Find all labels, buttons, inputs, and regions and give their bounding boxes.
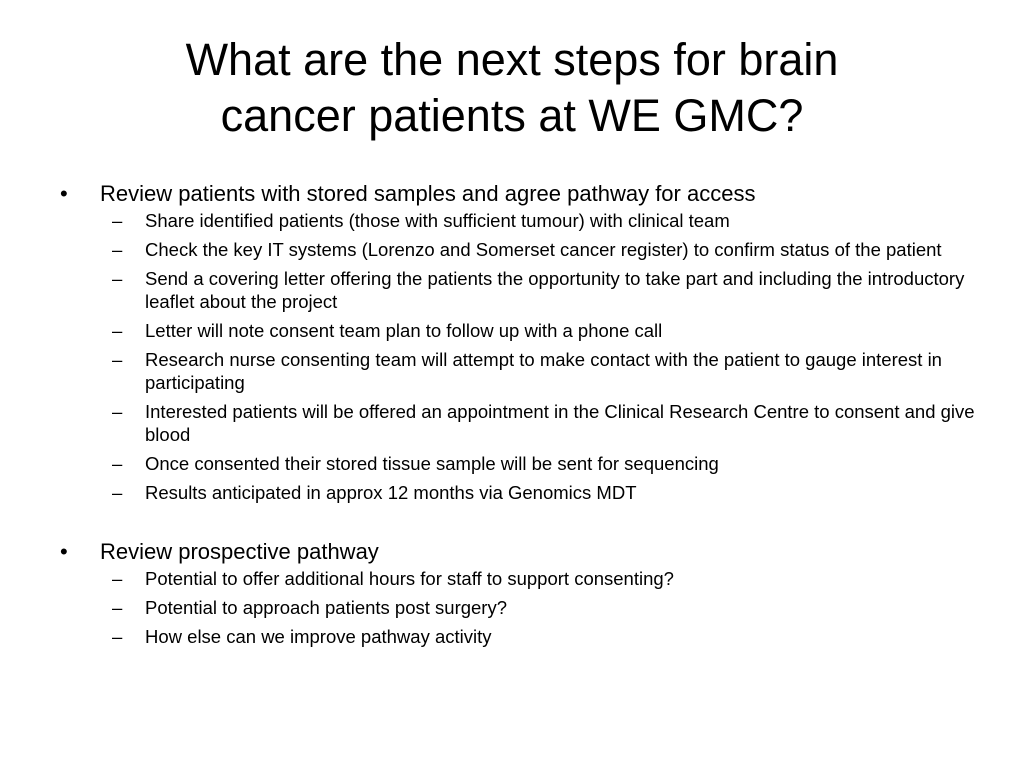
slide-body	[60, 180, 990, 654]
sub-bullet-item	[60, 596, 990, 619]
dash-marker: –	[112, 626, 123, 647]
bullet-marker: •	[60, 539, 68, 564]
section-gap	[60, 510, 990, 538]
dash-marker: –	[112, 268, 123, 289]
sub-bullet-list	[100, 567, 990, 648]
sub-bullet-item	[60, 209, 990, 232]
sub-bullet-list	[100, 209, 990, 504]
dash-marker: –	[112, 320, 123, 341]
sub-bullet-text: Research nurse consenting team will attempt to make contact with the patient to gauge interest in participating	[145, 349, 942, 393]
sub-bullet-text: Potential to offer additional hours for staff to support consenting?	[145, 568, 674, 589]
bullet-review-stored-samples	[60, 180, 990, 504]
slide-title-line-1: What are the next steps for brain	[185, 34, 839, 85]
sub-bullet-text: How else can we improve pathway activity	[145, 626, 492, 647]
slide-title-line-2: cancer patients at WE GMC?	[220, 90, 804, 141]
bullet-marker: •	[60, 181, 68, 206]
sub-bullet-text: Once consented their stored tissue sample will be sent for sequencing	[145, 453, 719, 474]
sub-bullet-item	[60, 567, 990, 590]
sub-bullet-item	[60, 348, 990, 394]
dash-marker: –	[112, 401, 123, 422]
dash-marker: –	[112, 349, 123, 370]
sub-bullet-item	[60, 625, 990, 648]
sub-bullet-text: Letter will note consent team plan to follow up with a phone call	[145, 320, 663, 341]
slide-title	[60, 32, 964, 144]
sub-bullet-text: Share identified patients (those with sufficient tumour) with clinical team	[145, 210, 730, 231]
dash-marker: –	[112, 482, 123, 503]
dash-marker: –	[112, 239, 123, 260]
dash-marker: –	[112, 453, 123, 474]
sub-bullet-text: Check the key IT systems (Lorenzo and Somerset cancer register) to confirm status of the patient	[145, 239, 942, 260]
sub-bullet-text: Results anticipated in approx 12 months via Genomics MDT	[145, 482, 637, 503]
sub-bullet-item	[60, 319, 990, 342]
sub-bullet-text: Interested patients will be offered an appointment in the Clinical Research Centre to consent and give blood	[145, 401, 975, 445]
bullet-text: Review prospective pathway	[100, 539, 379, 564]
sub-bullet-text: Send a covering letter offering the patients the opportunity to take part and including the introductory leaflet about the project	[145, 268, 965, 312]
sub-bullet-item	[60, 267, 990, 313]
sub-bullet-text: Potential to approach patients post surgery?	[145, 597, 508, 618]
sub-bullet-item	[60, 481, 990, 504]
sub-bullet-item	[60, 400, 990, 446]
dash-marker: –	[112, 210, 123, 231]
dash-marker: –	[112, 597, 123, 618]
bullet-text: Review patients with stored samples and agree pathway for access	[100, 181, 756, 206]
bullet-review-prospective-pathway	[60, 538, 990, 648]
sub-bullet-item	[60, 238, 990, 261]
sub-bullet-item	[60, 452, 990, 475]
dash-marker: –	[112, 568, 123, 589]
